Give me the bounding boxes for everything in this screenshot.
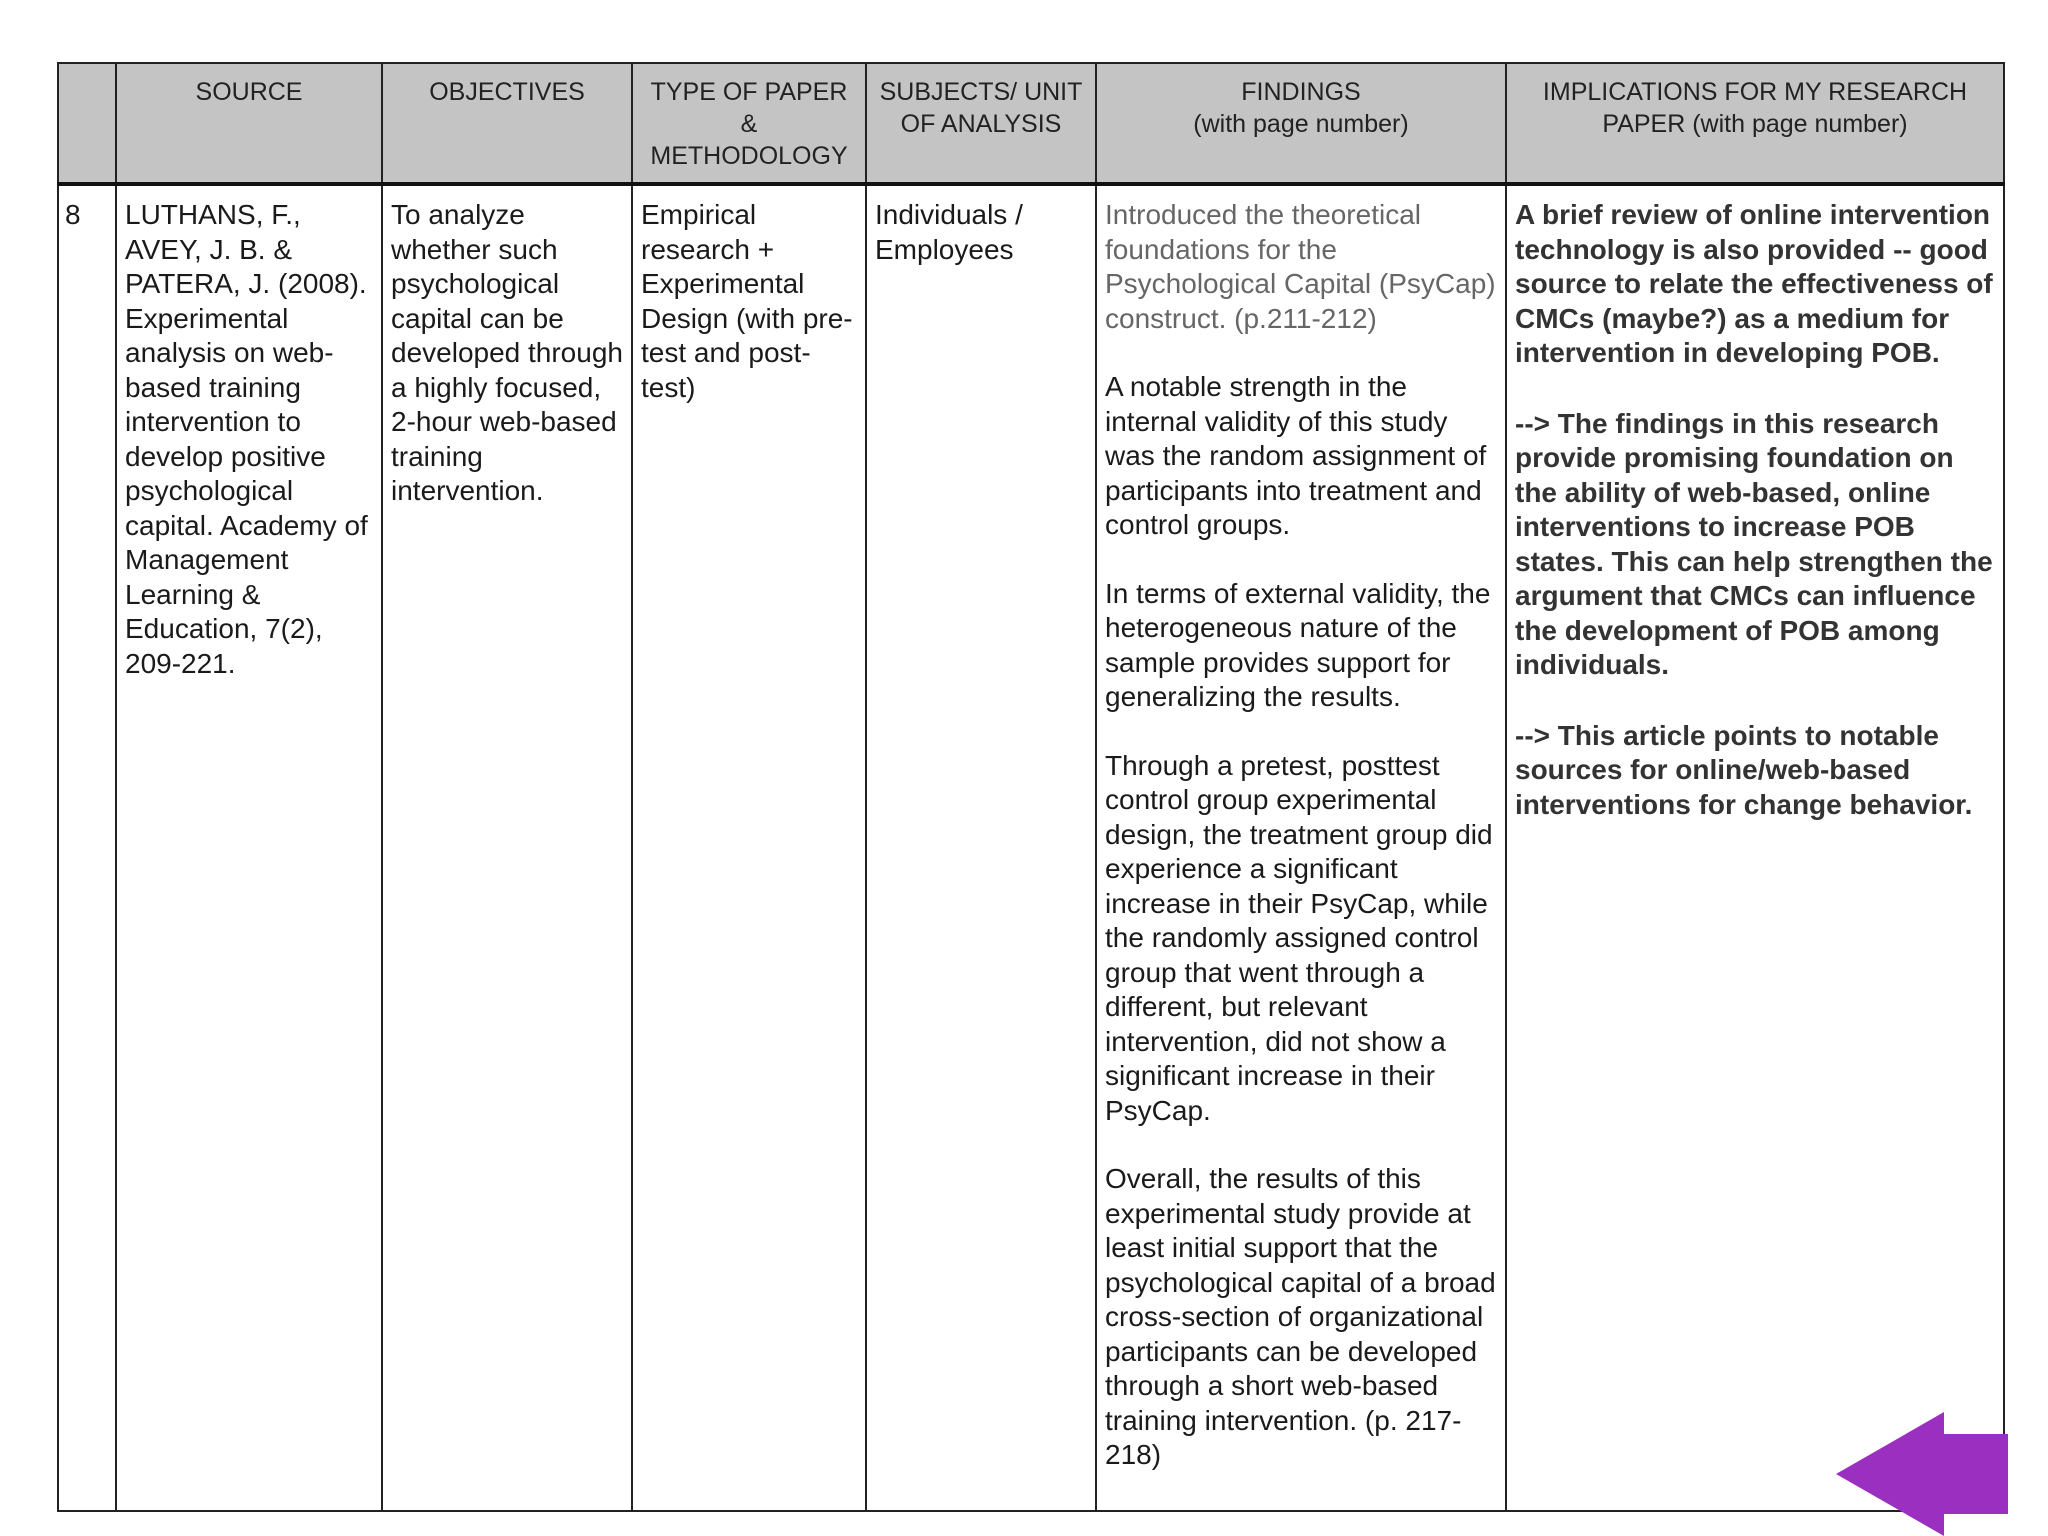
header-findings — [1096, 63, 1506, 184]
header-type — [632, 63, 866, 184]
header-row — [58, 63, 2004, 184]
left-arrow-icon[interactable] — [1836, 1412, 2008, 1536]
implication-paragraph: A brief review of online intervention technology is also provided -- good source to relate the effectiveness of CMCs (maybe?) as a medium for intervention in developing POB. — [1515, 199, 1993, 368]
finding-paragraph: Introduced the theoretical foundations for the Psychological Capital (PsyCap) construct. (p.211-212) — [1105, 199, 1496, 334]
table-row — [58, 184, 2004, 1511]
header-subjects-line-1: SUBJECTS/ UNIT — [879, 78, 1083, 106]
header-implications — [1506, 63, 2004, 184]
header-type-line-2: & — [740, 110, 758, 138]
header-type-line-3: METHODOLOGY — [650, 142, 848, 170]
implications-cell — [1506, 184, 2004, 1511]
header-implications-line-1: IMPLICATIONS FOR MY RESEARCH — [1542, 78, 1968, 106]
header-findings-line-2: (with page number) — [1193, 110, 1409, 138]
header-implications-line-2: PAPER (with page number) — [1602, 110, 1908, 138]
implication-paragraph: --> This article points to notable sources for online/web-based interventions for change behavior. — [1515, 719, 1973, 820]
finding-paragraph: In terms of external validity, the heterogeneous nature of the sample provides support for generalizing the results. — [1105, 577, 1491, 712]
header-subjects-line-2: OF ANALYSIS — [900, 110, 1062, 138]
header-objectives-label: OBJECTIVES — [429, 78, 585, 106]
type-cell: Empirical research + Experimental Design (with pre-test and post-test) — [632, 184, 866, 1511]
left-arrow-shape — [1836, 1412, 2008, 1536]
finding-paragraph: Through a pretest, posttest control group experimental design, the treatment group did experience a significant increase in their PsyCap, while the randomly assigned control group that went through a different, but relevant intervention, did not show a significant increase in their PsyCap. — [1105, 749, 1493, 1126]
subjects-cell: Individuals / Employees — [866, 184, 1096, 1511]
header-num — [58, 63, 116, 184]
literature-review-table — [57, 62, 2005, 1512]
header-source — [116, 63, 382, 184]
findings-cell — [1096, 184, 1506, 1511]
header-subjects — [866, 63, 1096, 184]
header-objectives — [382, 63, 632, 184]
implication-paragraph: --> The findings in this research provide promising foundation on the ability of web-based, online interventions to increase POB states. This can help strengthen the argument that CMCs can influence the development of POB among individuals. — [1515, 407, 1993, 680]
row-number: 8 — [58, 184, 116, 1511]
finding-paragraph: A notable strength in the internal validity of this study was the random assignment of participants into treatment and control groups. — [1105, 371, 1487, 540]
source-cell: LUTHANS, F., AVEY, J. B. & PATERA, J. (2008). Experimental analysis on web-based training intervention to develop positive psychological capital. Academy of Management Learning & Education, 7(2), 209-221. — [116, 184, 382, 1511]
header-type-line-1: TYPE OF PAPER — [650, 78, 848, 106]
header-findings-line-1: FINDINGS — [1241, 78, 1361, 106]
header-source-label: SOURCE — [195, 78, 303, 106]
finding-paragraph: Overall, the results of this experimental study provide at least initial support that the psychological capital of a broad cross-section of organizational participants can be developed through a short web-based training intervention. (p. 217-218) — [1105, 1163, 1496, 1470]
objectives-cell: To analyze whether such psychological capital can be developed through a highly focused, 2-hour web-based training intervention. — [382, 184, 632, 1511]
